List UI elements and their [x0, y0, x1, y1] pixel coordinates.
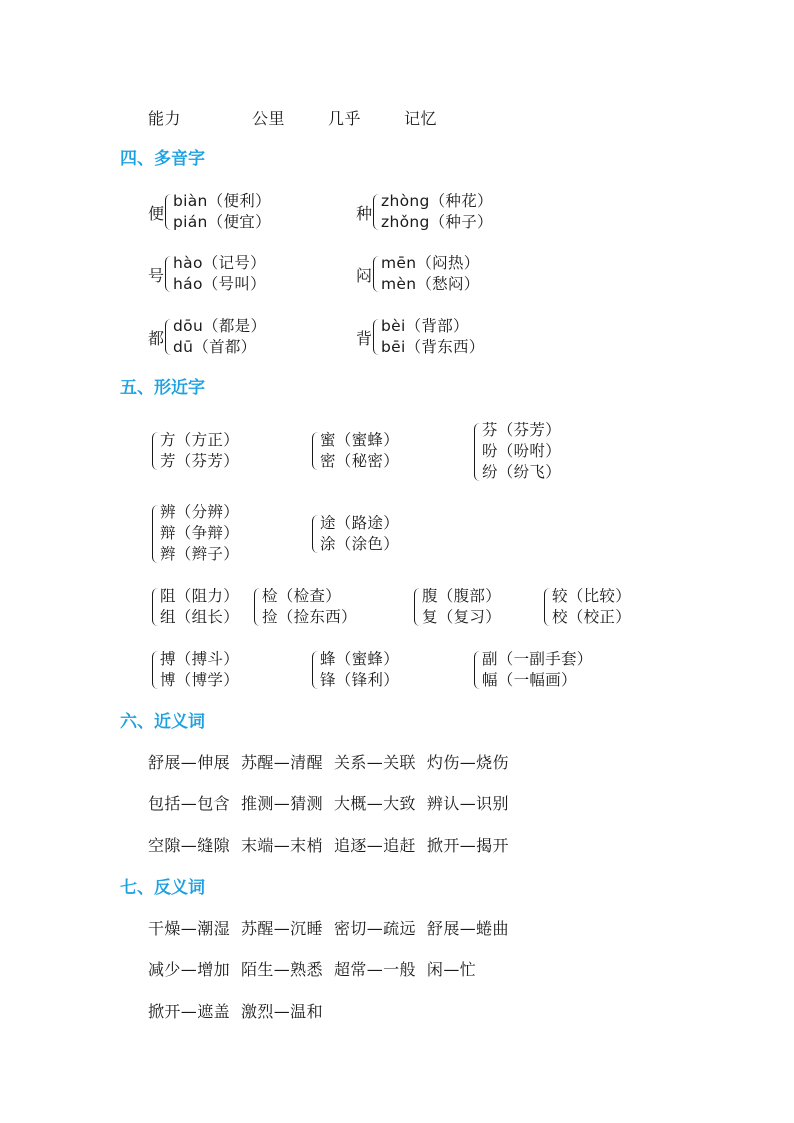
similar-item: 辩（争辩） — [160, 524, 240, 542]
brace — [414, 588, 420, 626]
similar-group — [152, 649, 239, 691]
similar-item: 腹（腹部） — [422, 587, 502, 605]
top-word: 公里 — [252, 109, 286, 128]
polyphone-reading: dōu（都是） — [173, 317, 267, 335]
antonym-line: 减少—增加 陌生—熟悉 超常—一般 闲—忙 — [148, 960, 477, 979]
polyphone-group — [356, 316, 485, 358]
section-heading-antonyms: 七、反义词 — [120, 878, 205, 898]
similar-item: 涂（涂色） — [320, 535, 400, 553]
similar-item: 密（秘密） — [320, 452, 400, 470]
similar-item: 搏（搏斗） — [160, 650, 240, 668]
brace — [165, 319, 171, 355]
brace — [165, 194, 171, 230]
similar-item: 组（组长） — [160, 608, 240, 626]
similar-group — [312, 430, 399, 472]
brace — [312, 432, 318, 470]
similar-item: 阻（阻力） — [160, 587, 240, 605]
similar-item: 辫（辫子） — [160, 545, 240, 563]
similar-item: 复（复习） — [422, 608, 502, 626]
section-heading-similar: 五、形近字 — [120, 378, 205, 398]
similar-item: 幅（一幅画） — [482, 671, 577, 689]
polyphone-reading: zhǒng（种子） — [381, 213, 493, 231]
similar-item: 校（校正） — [552, 608, 632, 626]
top-word: 几乎 — [328, 109, 362, 128]
brace — [152, 651, 158, 689]
polyphone-reading: pián（便宜） — [173, 213, 271, 231]
similar-group — [474, 420, 561, 483]
section-heading-synonyms: 六、近义词 — [120, 712, 205, 732]
antonym-line: 干燥—潮湿 苏醒—沉睡 密切—疏远 舒展—蜷曲 — [148, 919, 509, 938]
similar-item: 锋（锋利） — [320, 671, 400, 689]
brace — [373, 319, 379, 355]
polyphone-reading: bēi（背东西） — [381, 338, 485, 356]
similar-group — [152, 586, 239, 628]
polyphone-char: 闷 — [356, 265, 373, 285]
polyphone-char: 种 — [356, 203, 373, 223]
similar-group — [152, 502, 239, 565]
similar-group — [152, 430, 239, 472]
similar-group — [312, 649, 399, 691]
similar-item: 吩（吩咐） — [482, 442, 562, 460]
similar-group — [414, 586, 501, 628]
brace — [152, 505, 158, 563]
polyphone-char: 背 — [356, 328, 373, 348]
brace — [373, 256, 379, 292]
polyphone-reading: dū（首都） — [173, 338, 257, 356]
brace — [254, 588, 260, 626]
brace — [312, 651, 318, 689]
similar-group — [544, 586, 631, 628]
antonym-line: 掀开—遮盖 激烈—温和 — [148, 1002, 323, 1021]
similar-item: 蜂（蜜蜂） — [320, 650, 400, 668]
similar-group — [474, 649, 593, 691]
polyphone-group — [148, 316, 266, 358]
polyphone-reading: mēn（闷热） — [381, 254, 480, 272]
polyphone-char: 都 — [148, 328, 165, 348]
polyphone-group — [356, 253, 480, 295]
synonym-line: 舒展—伸展 苏醒—清醒 关系—关联 灼伤—烧伤 — [148, 753, 509, 772]
top-word: 能力 — [148, 109, 182, 128]
polyphone-group — [148, 253, 266, 295]
polyphone-char: 号 — [148, 265, 165, 285]
brace — [544, 588, 550, 626]
polyphone-group — [148, 191, 271, 233]
similar-item: 方（方正） — [160, 431, 240, 449]
brace — [152, 588, 158, 626]
similar-item: 纷（纷飞） — [482, 463, 562, 481]
top-word: 记忆 — [404, 109, 438, 128]
similar-item: 芳（芬芳） — [160, 452, 240, 470]
brace — [152, 432, 158, 470]
polyphone-reading: háo（号叫） — [173, 275, 266, 293]
polyphone-group — [356, 191, 493, 233]
similar-item: 博（博学） — [160, 671, 240, 689]
polyphone-reading: hào（记号） — [173, 254, 266, 272]
section-heading-polyphones: 四、多音字 — [120, 149, 205, 169]
polyphone-char: 便 — [148, 203, 165, 223]
polyphone-reading: mèn（愁闷） — [381, 275, 480, 293]
brace — [474, 651, 480, 689]
similar-item: 检（检查） — [262, 587, 342, 605]
polyphone-reading: biàn（便利） — [173, 192, 271, 210]
brace — [373, 194, 379, 230]
similar-item: 辨（分辨） — [160, 503, 240, 521]
similar-group — [312, 513, 399, 555]
synonym-line: 空隙—缝隙 末端—末梢 追逐—追赶 掀开—揭开 — [148, 836, 509, 855]
similar-group — [254, 586, 357, 628]
similar-item: 捡（捡东西） — [262, 608, 357, 626]
polyphone-reading: bèi（背部） — [381, 317, 469, 335]
synonym-line: 包括—包含 推测—猜测 大概—大致 辨认—识别 — [148, 794, 509, 813]
similar-item: 途（路途） — [320, 514, 400, 532]
similar-item: 副（一副手套） — [482, 650, 593, 668]
similar-item: 芬（芬芳） — [482, 421, 562, 439]
brace — [312, 515, 318, 553]
brace — [165, 256, 171, 292]
polyphone-reading: zhòng（种花） — [381, 192, 493, 210]
brace — [474, 423, 480, 481]
similar-item: 较（比较） — [552, 587, 632, 605]
similar-item: 蜜（蜜蜂） — [320, 431, 400, 449]
